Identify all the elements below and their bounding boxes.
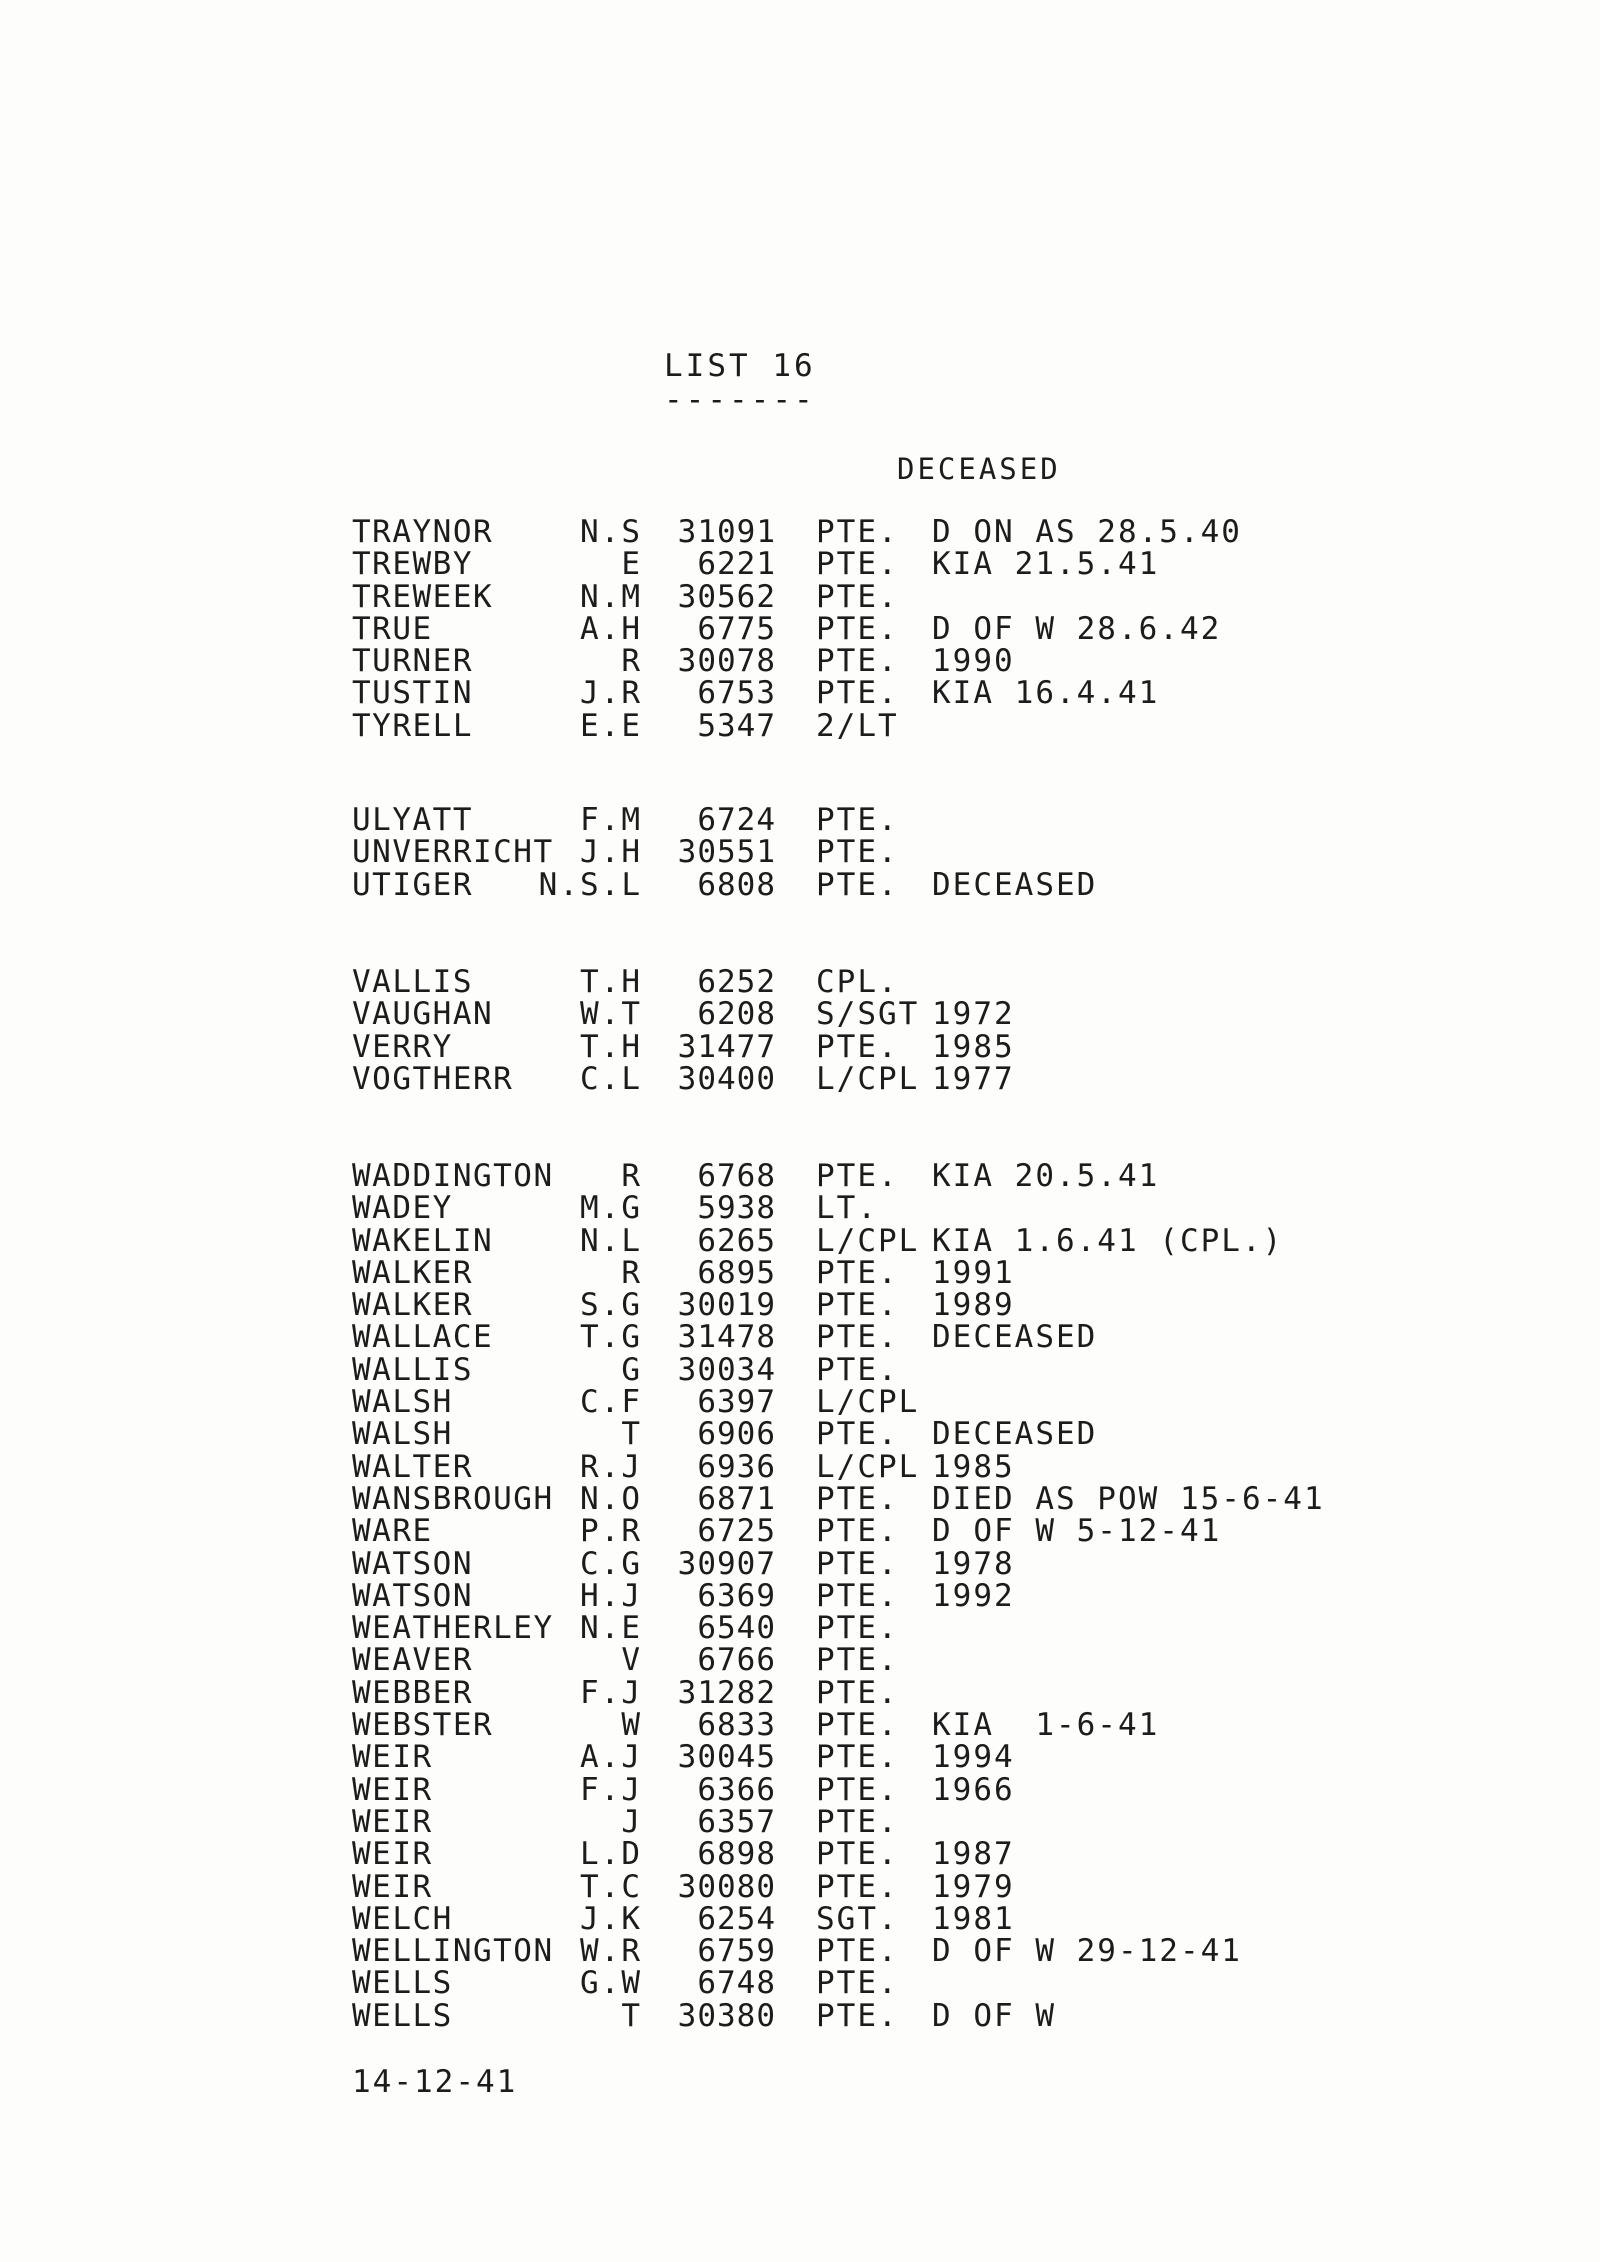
service-number-cell: 6725 [697, 1513, 776, 1550]
surname-cell: WEAVER [352, 1642, 473, 1679]
roll-row [352, 1836, 1352, 1873]
initials-cell: W.T [580, 996, 642, 1033]
service-number-cell: 6357 [697, 1803, 776, 1840]
roll-row [352, 1028, 1352, 1065]
service-number-cell: 31478 [677, 1319, 776, 1356]
roll-row [352, 866, 1352, 903]
remark-cell: 1977 [932, 1060, 1015, 1097]
remark-cell: KIA 21.5.41 [932, 546, 1160, 583]
remark-cell: DIED AS POW 15-6-41 [932, 1480, 1325, 1517]
roll-row [352, 610, 1352, 647]
service-number-cell: 5347 [697, 707, 776, 744]
service-number-cell: 31477 [677, 1028, 776, 1065]
service-number-cell: 5938 [697, 1190, 776, 1227]
rank-cell: PTE. [816, 1545, 899, 1582]
roll-row [352, 1610, 1352, 1647]
service-number-cell: 30078 [677, 643, 776, 680]
surname-cell: WEBBER [352, 1674, 473, 1711]
service-number-cell: 6748 [697, 1965, 776, 2002]
service-number-cell: 6898 [697, 1836, 776, 1873]
service-number-cell: 6768 [697, 1158, 776, 1194]
surname-cell: WALKER [352, 1287, 473, 1324]
roll-row [352, 578, 1352, 615]
surname-cell: WEBSTER [352, 1707, 494, 1744]
initials-cell: S.G [580, 1287, 642, 1324]
roll-row [352, 1900, 1352, 1937]
list-title: LIST 16 [664, 348, 816, 384]
initials-cell: J.R [580, 675, 642, 712]
roll-row [352, 643, 1352, 680]
initials-cell: C.G [580, 1545, 642, 1582]
rank-cell: PTE. [816, 1933, 899, 1970]
roll-row [352, 996, 1352, 1033]
surname-cell: UTIGER [352, 866, 473, 903]
surname-cell: WADDINGTON [352, 1158, 554, 1194]
initials-cell: T [621, 1997, 642, 2034]
service-number-cell: 6766 [697, 1642, 776, 1679]
initials-cell: R [621, 1158, 642, 1194]
surname-cell: VAUGHAN [352, 996, 494, 1033]
surname-cell: TURNER [352, 643, 473, 680]
surname-cell: WANSBROUGH [352, 1480, 554, 1517]
remark-cell: 1979 [932, 1868, 1015, 1905]
initials-cell: E.E [580, 707, 642, 744]
service-number-cell: 30562 [677, 578, 776, 615]
rank-cell: PTE. [816, 1610, 899, 1647]
rank-cell: PTE. [816, 1997, 899, 2034]
roll-row [352, 1803, 1352, 1840]
rank-cell: PTE. [816, 1642, 899, 1679]
roll-row [352, 1287, 1352, 1324]
roll-row [352, 1351, 1352, 1388]
rank-cell: PTE. [816, 1771, 899, 1808]
rank-cell: PTE. [816, 1739, 899, 1776]
surname-cell: VALLIS [352, 964, 473, 1000]
surname-cell: WEIR [352, 1836, 433, 1873]
surname-cell: ULYATT [352, 802, 473, 838]
initials-cell: T [621, 1416, 642, 1453]
roll-row [352, 1448, 1352, 1485]
roll-group [352, 1160, 1352, 2032]
footer-date: 14-12-41 [352, 2064, 518, 2100]
rank-cell: L/CPL [816, 1448, 920, 1485]
rank-cell: PTE. [816, 1674, 899, 1711]
roll-group [352, 516, 1352, 742]
surname-cell: TRAYNOR [352, 514, 494, 550]
roll-row [352, 804, 1352, 836]
surname-cell: WEIR [352, 1803, 433, 1840]
remark-cell: D OF W 28.6.42 [932, 610, 1222, 647]
surname-cell: TREWEEK [352, 578, 494, 615]
remark-cell: 1987 [932, 1836, 1015, 1873]
remark-cell: 1985 [932, 1028, 1015, 1065]
initials-cell: F.J [580, 1674, 642, 1711]
initials-cell: R [621, 643, 642, 680]
surname-cell: WATSON [352, 1545, 473, 1582]
initials-cell: N.L [580, 1222, 642, 1259]
remark-cell: KIA 1-6-41 [932, 1707, 1160, 1744]
initials-cell: N.E [580, 1610, 642, 1647]
roll-row [352, 1739, 1352, 1776]
roll-row [352, 516, 1352, 548]
surname-cell: WEIR [352, 1771, 433, 1808]
service-number-cell: 6936 [697, 1448, 776, 1485]
roll-row [352, 1254, 1352, 1291]
roll-row [352, 675, 1352, 712]
service-number-cell: 30907 [677, 1545, 776, 1582]
rank-cell: PTE. [816, 802, 899, 838]
roll-row [352, 966, 1352, 998]
roll-row [352, 1674, 1352, 1711]
remark-cell: D OF W 5-12-41 [932, 1513, 1222, 1550]
initials-cell: J.H [580, 834, 642, 871]
rank-cell: S/SGT [816, 996, 920, 1033]
roll-row [352, 1642, 1352, 1679]
rank-cell: PTE. [816, 1836, 899, 1873]
rank-cell: PTE. [816, 1416, 899, 1453]
surname-cell: TYRELL [352, 707, 473, 744]
remark-cell: KIA 16.4.41 [932, 675, 1160, 712]
remark-cell: 1966 [932, 1771, 1015, 1808]
initials-cell: N.S [580, 514, 642, 550]
service-number-cell: 6833 [697, 1707, 776, 1744]
surname-cell: WARE [352, 1513, 433, 1550]
remark-cell: 1994 [932, 1739, 1015, 1776]
remark-cell: 1989 [932, 1287, 1015, 1324]
surname-cell: VOGTHERR [352, 1060, 514, 1097]
service-number-cell: 6254 [697, 1900, 776, 1937]
service-number-cell: 6724 [697, 802, 776, 838]
initials-cell: M.G [580, 1190, 642, 1227]
rank-cell: PTE. [816, 675, 899, 712]
service-number-cell: 6906 [697, 1416, 776, 1453]
initials-cell: R.J [580, 1448, 642, 1485]
service-number-cell: 6808 [697, 866, 776, 903]
initials-cell: J [621, 1803, 642, 1840]
roll-row [352, 1771, 1352, 1808]
service-number-cell: 6775 [697, 610, 776, 647]
roll-row [352, 1384, 1352, 1421]
roll-row [352, 1933, 1352, 1970]
remark-cell: D ON AS 28.5.40 [932, 514, 1242, 550]
rank-cell: PTE. [816, 643, 899, 680]
rank-cell: PTE. [816, 1803, 899, 1840]
initials-cell: H.J [580, 1577, 642, 1614]
surname-cell: WEIR [352, 1868, 433, 1905]
rank-cell: PTE. [816, 1158, 899, 1194]
rank-cell: CPL. [816, 964, 899, 1000]
rank-cell: PTE. [816, 1513, 899, 1550]
service-number-cell: 6265 [697, 1222, 776, 1259]
rank-cell: 2/LT [816, 707, 899, 744]
initials-cell: E [621, 546, 642, 583]
service-number-cell: 6759 [697, 1933, 776, 1970]
surname-cell: WELLS [352, 1997, 453, 2034]
surname-cell: WEIR [352, 1739, 433, 1776]
initials-cell: T.H [580, 1028, 642, 1065]
initials-cell: G.W [580, 1965, 642, 2002]
initials-cell: W [621, 1707, 642, 1744]
remark-cell: 1972 [932, 996, 1015, 1033]
initials-cell: T.G [580, 1319, 642, 1356]
service-number-cell: 6895 [697, 1254, 776, 1291]
surname-cell: WALTER [352, 1448, 473, 1485]
service-number-cell: 6252 [697, 964, 776, 1000]
service-number-cell: 31091 [677, 514, 776, 550]
roll-row [352, 707, 1352, 744]
service-number-cell: 30400 [677, 1060, 776, 1097]
initials-cell: F.M [580, 802, 642, 838]
roll-row [352, 1965, 1352, 2002]
surname-cell: UNVERRICHT [352, 834, 554, 871]
roll-row [352, 1707, 1352, 1744]
surname-cell: WALLIS [352, 1351, 473, 1388]
surname-cell: TRUE [352, 610, 433, 647]
initials-cell: F.J [580, 1771, 642, 1808]
service-number-cell: 6753 [697, 675, 776, 712]
service-number-cell: 6369 [697, 1577, 776, 1614]
surname-cell: WELLINGTON [352, 1933, 554, 1970]
roll-row [352, 546, 1352, 583]
roll-row [352, 1577, 1352, 1614]
service-number-cell: 6366 [697, 1771, 776, 1808]
roll-group [352, 804, 1352, 901]
deceased-heading: DECEASED [897, 452, 1061, 486]
surname-cell: WELCH [352, 1900, 453, 1937]
rank-cell: L/CPL [816, 1060, 920, 1097]
roll-row [352, 1060, 1352, 1097]
remark-cell: DECEASED [932, 1416, 1098, 1453]
remark-cell: KIA 1.6.41 (CPL.) [932, 1222, 1284, 1259]
rank-cell: PTE. [816, 1577, 899, 1614]
rank-cell: PTE. [816, 1480, 899, 1517]
rank-cell: PTE. [816, 1287, 899, 1324]
roll-row [352, 1480, 1352, 1517]
roll-row [352, 1513, 1352, 1550]
initials-cell: N.M [580, 578, 642, 615]
surname-cell: TREWBY [352, 546, 473, 583]
rank-cell: PTE. [816, 1707, 899, 1744]
rank-cell: PTE. [816, 1965, 899, 2002]
surname-cell: WADEY [352, 1190, 453, 1227]
initials-cell: C.F [580, 1384, 642, 1421]
surname-cell: WAKELIN [352, 1222, 494, 1259]
roll-row [352, 834, 1352, 871]
rank-cell: LT. [816, 1190, 878, 1227]
initials-cell: R [621, 1254, 642, 1291]
initials-cell: N.S.L [538, 866, 642, 903]
remark-cell: 1991 [932, 1254, 1015, 1291]
remark-cell: KIA 20.5.41 [932, 1158, 1160, 1194]
rank-cell: L/CPL [816, 1222, 920, 1259]
roll-row [352, 1545, 1352, 1582]
title-underline: ------- [664, 382, 816, 418]
rank-cell: PTE. [816, 1254, 899, 1291]
remark-cell: D OF W [932, 1997, 1056, 2034]
surname-cell: TUSTIN [352, 675, 473, 712]
initials-cell: G [621, 1351, 642, 1388]
roll-row [352, 1319, 1352, 1356]
initials-cell: P.R [580, 1513, 642, 1550]
roll-group [352, 966, 1352, 1095]
roll-row [352, 1868, 1352, 1905]
remark-cell: DECEASED [932, 866, 1098, 903]
remark-cell: 1992 [932, 1577, 1015, 1614]
remark-cell: 1978 [932, 1545, 1015, 1582]
rank-cell: PTE. [816, 866, 899, 903]
surname-cell: WEATHERLEY [352, 1610, 554, 1647]
rank-cell: L/CPL [816, 1384, 920, 1421]
service-number-cell: 6221 [697, 546, 776, 583]
surname-cell: VERRY [352, 1028, 453, 1065]
surname-cell: WALSH [352, 1384, 453, 1421]
initials-cell: J.K [580, 1900, 642, 1937]
initials-cell: A.J [580, 1739, 642, 1776]
initials-cell: T.H [580, 964, 642, 1000]
rank-cell: PTE. [816, 1351, 899, 1388]
rank-cell: PTE. [816, 834, 899, 871]
service-number-cell: 30034 [677, 1351, 776, 1388]
surname-cell: WATSON [352, 1577, 473, 1614]
initials-cell: A.H [580, 610, 642, 647]
rank-cell: PTE. [816, 578, 899, 615]
roll-row [352, 1190, 1352, 1227]
rank-cell: SGT. [816, 1900, 899, 1937]
service-number-cell: 30380 [677, 1997, 776, 2034]
rank-cell: PTE. [816, 1319, 899, 1356]
service-number-cell: 30080 [677, 1868, 776, 1905]
service-number-cell: 30045 [677, 1739, 776, 1776]
remark-cell: 1985 [932, 1448, 1015, 1485]
rank-cell: PTE. [816, 1868, 899, 1905]
roll-row [352, 1160, 1352, 1192]
service-number-cell: 6871 [697, 1480, 776, 1517]
remark-cell: DECEASED [932, 1319, 1098, 1356]
roll-row [352, 1997, 1352, 2034]
initials-cell: W.R [580, 1933, 642, 1970]
rank-cell: PTE. [816, 610, 899, 647]
remark-cell: 1981 [932, 1900, 1015, 1937]
service-number-cell: 6208 [697, 996, 776, 1033]
rank-cell: PTE. [816, 546, 899, 583]
service-number-cell: 6540 [697, 1610, 776, 1647]
roll-row [352, 1222, 1352, 1259]
service-number-cell: 31282 [677, 1674, 776, 1711]
initials-cell: L.D [580, 1836, 642, 1873]
initials-cell: V [621, 1642, 642, 1679]
surname-cell: WALKER [352, 1254, 473, 1291]
remark-cell: D OF W 29-12-41 [932, 1933, 1242, 1970]
surname-cell: WELLS [352, 1965, 453, 2002]
roll-row [352, 1416, 1352, 1453]
initials-cell: N.O [580, 1480, 642, 1517]
initials-cell: T.C [580, 1868, 642, 1905]
service-number-cell: 6397 [697, 1384, 776, 1421]
rank-cell: PTE. [816, 514, 899, 550]
surname-cell: WALLACE [352, 1319, 494, 1356]
initials-cell: C.L [580, 1060, 642, 1097]
remark-cell: 1990 [932, 643, 1015, 680]
rank-cell: PTE. [816, 1028, 899, 1065]
surname-cell: WALSH [352, 1416, 453, 1453]
service-number-cell: 30551 [677, 834, 776, 871]
service-number-cell: 30019 [677, 1287, 776, 1324]
